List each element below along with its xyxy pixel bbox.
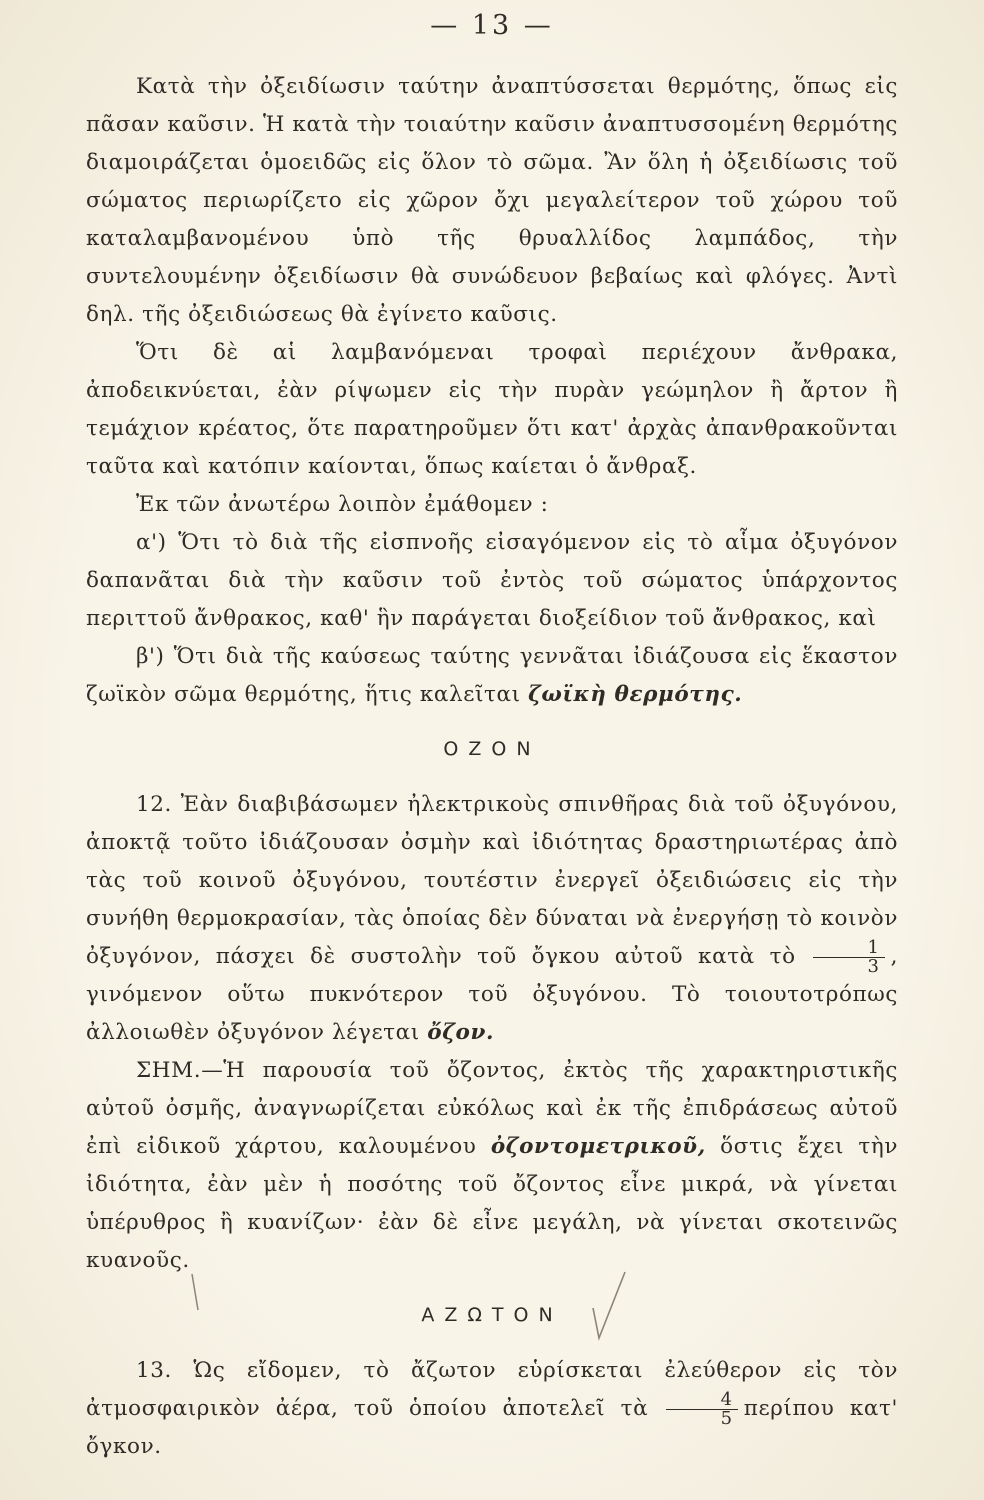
term-ozon: ὄζον. xyxy=(427,1020,495,1045)
fraction-numerator: 1 xyxy=(813,939,885,958)
ozone-text-cont: , γινόμενον οὕτω πυκνότερον τοῦ ὀξυγόνου. Τὸ τοιουτοτρόπως ἀλλοιωθὲν ὀξυγόνον λέγεται xyxy=(86,944,898,1045)
fraction-four-fifths xyxy=(666,1388,738,1429)
section-title-nitrogen: ΑΖΩΤΟΝ xyxy=(421,1304,563,1326)
paragraph-point-a: α') Ὅτι τὸ διὰ τῆς εἰσπνοῆς εἰσαγόμενον εἰς τὸ αἷμα ὀξυγόνον δαπανᾶται διὰ τὴν καῦσιν τοῦ ἐντὸς τοῦ σώματος ὑπάρχοντος περιττοῦ ἄνθρακος, καθ' ἣν παράγεται διοξείδιον τοῦ ἄνθρακος, καὶ xyxy=(86,530,898,631)
pencil-mark xyxy=(188,1270,208,1320)
body-text xyxy=(86,68,898,1466)
page-number: — 13 — xyxy=(430,10,554,41)
point-b-text: β') Ὅτι διὰ τῆς καύσεως ταύτης γεννᾶται ἰδιάζουσα εἰς ἕκαστον ζωϊκὸν σῶμα θερμότης, ἥτις καλεῖται xyxy=(86,644,898,707)
paragraph-point-b xyxy=(86,638,898,714)
term-zoiki-thermotis: ζωϊκὴ θερμότης. xyxy=(528,682,743,707)
paragraph-nitrogen xyxy=(86,1352,898,1466)
fraction-denominator: 5 xyxy=(720,1407,733,1429)
paragraph-oxidation-heat: Κατὰ τὴν ὀξειδίωσιν ταύτην ἀναπτύσσεται θερμότης, ὅπως εἰς πᾶσαν καῦσιν. Ἡ κατὰ τὴν τοιαύτην καῦσιν ἀναπτυσσομένη θερμότης διαμοιράζεται ὁμοειδῶς εἰς ὅλον τὸ σῶμα. Ἂν ὅλη ἡ ὀξειδίωσις τοῦ σώματος περιωρίζετο εἰς χῶρον ὄχι μεγαλείτερον τοῦ χώρου τοῦ καταλαμβανομένου ὑπὸ τῆς θρυαλλίδος λαμπάδος, τὴν συντελουμένην ὀξειδίωσιν θὰ συνώδευον βεβαίως καὶ φλόγες. Ἀντὶ δηλ. τῆς ὀξειδιώσεως θὰ ἐγίνετο καῦσις. xyxy=(86,74,898,327)
paragraph-note xyxy=(86,1052,898,1280)
pencil-check-mark xyxy=(585,1268,635,1348)
fraction-numerator: 4 xyxy=(666,1391,738,1410)
paragraph-ozone xyxy=(86,786,898,1052)
paragraph-summary-intro: Ἐκ τῶν ἀνωτέρω λοιπὸν ἐμάθομεν : xyxy=(136,492,549,517)
paragraph-food-carbon: Ὅτι δὲ αἱ λαμβανόμεναι τροφαὶ περιέχουν ἄνθρακα, ἀποδεικνύεται, ἐὰν ρίψωμεν εἰς τὴν πυρὰν γεώμηλον ἢ ἄρτον ἢ τεμάχιον κρέατος, ὅτε παρατηροῦμεν ὅτι κατ' ἀρχὰς ἀπανθρακοῦνται ταῦτα καὶ κατόπιν καίονται, ὅπως καίεται ὁ ἄνθραξ. xyxy=(86,340,898,479)
note-text: ΣΗΜ.—Ἡ παρουσία τοῦ ὄζοντος, ἐκτὸς τῆς χαρακτηριστικῆς αὐτοῦ ὀσμῆς, ἀναγνωρίζεται εὐκόλως καὶ ἐκ τῆς ἐπιδράσεως αὐτοῦ ἐπὶ εἰδικοῦ χάρτου, καλουμένου xyxy=(86,1058,898,1159)
fraction-one-third xyxy=(813,936,885,977)
term-ozonometric: ὀζοντομετρικοῦ, xyxy=(490,1134,706,1159)
section-title-ozone: ΟΖΟΝ xyxy=(443,738,541,760)
note-text-cont: ὅστις ἔχει τὴν ἰδιότητα, ἐὰν μὲν ἡ ποσότης τοῦ ὄζοντος εἶνε μικρά, νὰ γίνεται ὑπέρυθρος ἢ κυανίζων· ἐὰν δὲ εἶνε μεγάλη, νὰ γίνεται σκοτεινῶς κυανοῦς. xyxy=(86,1134,899,1273)
ozone-text: 12. Ἐὰν διαβιβάσωμεν ἠλεκτρικοὺς σπινθῆρας διὰ τοῦ ὀξυγόνου, ἀποκτᾷ τοῦτο ἰδιάζουσαν ὀσμὴν καὶ ἰδιότητας δραστηριωτέρας ἀπὸ τὰς τοῦ κοινοῦ ὀξυγόνου, τουτέστιν ἐνεργεῖ ὀξειδιώσεις εἰς τὴν συνήθη θερμοκρασίαν, τὰς ὁποίας δὲν δύναται νὰ ἐνεργήσῃ τὸ κοινὸν ὀξυγόνον, πάσχει δὲ συστολὴν τοῦ ὄγκου αὐτοῦ κατὰ τὸ xyxy=(86,792,898,969)
nitrogen-text: 13. Ὡς εἴδομεν, τὸ ἄζωτον εὑρίσκεται ἐλεύθερον εἰς τὸν ἀτμοσφαιρικὸν ἀέρα, τοῦ ὁποίου ἀποτελεῖ τὰ xyxy=(86,1358,898,1421)
fraction-denominator: 3 xyxy=(867,955,880,977)
nitrogen-text-cont: περίπου κατ' ὄγκον. xyxy=(86,1396,899,1459)
